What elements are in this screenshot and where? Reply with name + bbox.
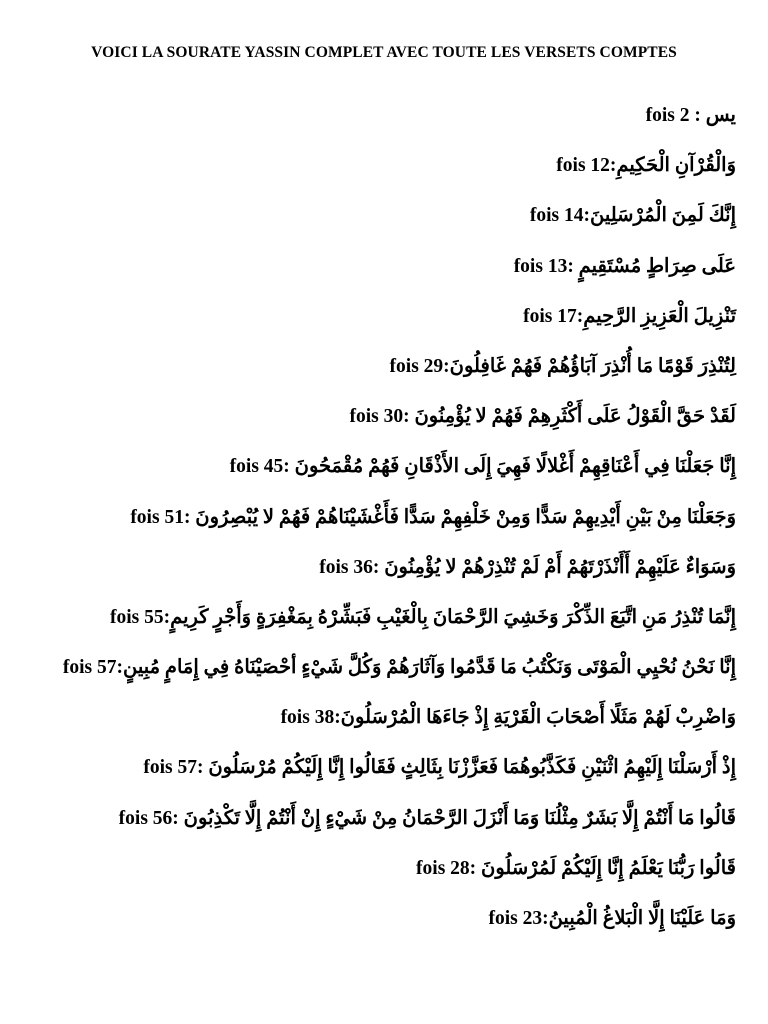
verse-text: يس : fois 2	[645, 105, 736, 126]
verse-text: قَالُوا مَا أَنْتُمْ إِلَّا بَشَرٌ مِثْلُنَا وَمَا أَنْزَلَ الرَّحْمَانُ مِنْ شَيْءٍ إِنْ أَنْتُمْ إِلَّا تَكْذِبُونَ :fois 56	[118, 807, 736, 829]
verse-text: إِنَّكَ لَمِنَ الْمُرْسَلِينَ:fois 14	[529, 205, 736, 227]
verse-list	[46, 101, 736, 954]
verse-line-2	[46, 151, 736, 201]
verse-line-12	[46, 653, 736, 703]
verse-line-9	[46, 503, 736, 553]
verse-line-8	[46, 452, 736, 502]
verse-line-5	[46, 302, 736, 352]
verse-text: إِنَّا جَعَلْنَا فِي أَعْنَاقِهِمْ أَغْلالًا فَهِيَ إِلَى الأَذْقَانِ فَهُمْ مُقْمَحُونَ :fois 45	[229, 456, 736, 478]
verse-line-15	[46, 804, 736, 854]
verse-text: وَاضْرِبْ لَهُمْ مَثَلًا أَصْحَابَ الْقَرْيَةِ إِذْ جَاءَهَا الْمُرْسَلُونَ:fois 38	[280, 707, 736, 729]
verse-text: لِتُنْذِرَ قَوْمًا مَا أُنْذِرَ آبَاؤُهُمْ فَهُمْ غَافِلُونَ:fois 29	[389, 355, 736, 377]
verse-text: تَنْزِيلَ الْعَزِيزِ الرَّحِيمِ:fois 17	[523, 305, 736, 327]
verse-line-11	[46, 603, 736, 653]
verse-line-16	[46, 854, 736, 904]
document-title: VOICI LA SOURATE YASSIN COMPLET AVEC TOUTE LES VERSETS COMPTES	[91, 44, 677, 61]
verse-line-6	[46, 352, 736, 402]
verse-text: وَالْقُرْآنِ الْحَكِيمِ:fois 12	[556, 155, 736, 177]
verse-line-3	[46, 201, 736, 251]
verse-text: لَقَدْ حَقَّ الْقَوْلُ عَلَى أَكْثَرِهِمْ فَهُمْ لا يُؤْمِنُونَ :fois 30	[349, 406, 736, 428]
verse-line-17	[46, 904, 736, 954]
verse-text: وَسَوَاءٌ عَلَيْهِمْ أَأَنْذَرْتَهُمْ أَمْ لَمْ تُنْذِرْهُمْ لا يُؤْمِنُونَ :fois 36	[319, 556, 736, 578]
verse-text: وَمَا عَلَيْنَا إِلَّا الْبَلاغُ الْمُبِينُ:fois 23	[488, 908, 736, 929]
verse-line-1	[46, 101, 736, 151]
verse-text: قَالُوا رَبُّنَا يَعْلَمُ إِنَّا إِلَيْكُمْ لَمُرْسَلُونَ :fois 28	[416, 857, 736, 879]
verse-text: وَجَعَلْنَا مِنْ بَيْنِ أَيْدِيهِمْ سَدًّا وَمِنْ خَلْفِهِمْ سَدًّا فَأَغْشَيْنَاهُمْ فَهُمْ لا يُبْصِرُونَ :fois 51	[130, 506, 736, 528]
verse-line-7	[46, 402, 736, 452]
verse-text: إِنَّا نَحْنُ نُحْيِي الْمَوْتَى وَنَكْتُبُ مَا قَدَّمُوا وَآثَارَهُمْ وَكُلَّ شَيْءٍ أحْصَيْنَاهُ فِي إِمَامٍ مُبِينٍ:fois 57	[62, 657, 736, 679]
verse-line-14	[46, 753, 736, 803]
verse-text: عَلَى صِرَاطٍ مُسْتَقِيمٍ :fois 13	[513, 255, 736, 277]
verse-line-13	[46, 703, 736, 753]
verse-line-10	[46, 553, 736, 603]
verse-text: إِنَّمَا تُنْذِرُ مَنِ اتَّبَعَ الذِّكْرَ وَخَشِيَ الرَّحْمَانَ بِالْغَيْبِ فَبَشِّرْهُ بِمَغْفِرَةٍ وَأَجْرٍ كَرِيمٍ:fois 55	[110, 606, 736, 628]
verse-text: إِذْ أَرْسَلْنَا إِلَيْهِمُ اثْنَيْنِ فَكَذَّبُوهُمَا فَعَزَّزْنَا بِثَالِثٍ فَقَالُوا إِنَّا إِلَيْكُمْ مُرْسَلُونَ :fois 57	[143, 757, 736, 779]
verse-line-4	[46, 252, 736, 302]
